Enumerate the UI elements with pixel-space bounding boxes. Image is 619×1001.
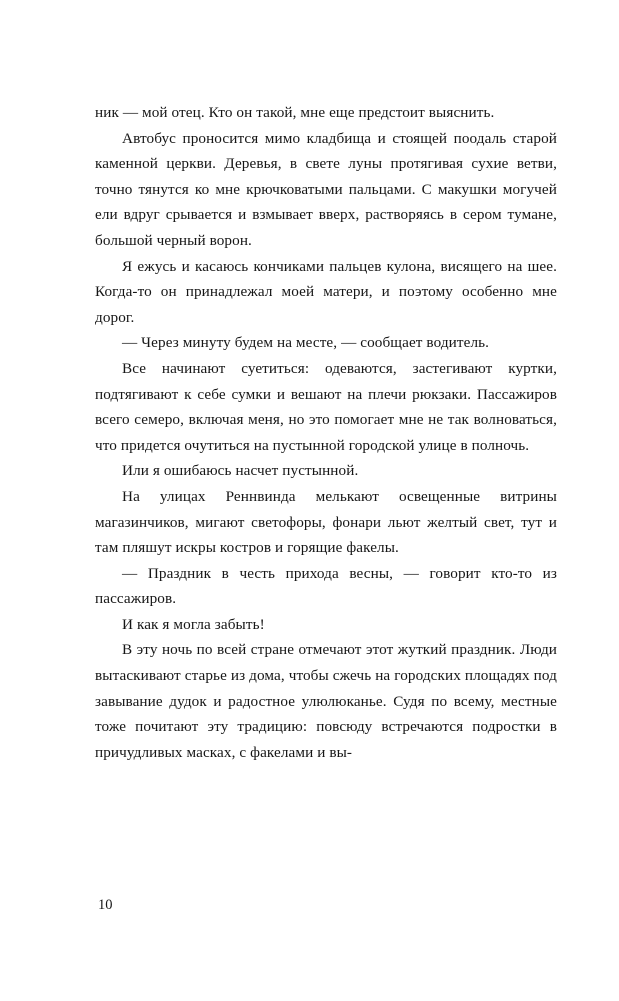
paragraph: ник — мой отец. Кто он такой, мне еще предстоит выяснить.	[95, 104, 495, 121]
page-body-text	[95, 100, 557, 765]
paragraph: На улицах Реннвинда мелькают освещенные витрины магазинчиков, мигают светофоры, фонари льют желтый свет, тут и там пляшут искры костров и горящие факелы.	[95, 487, 557, 557]
paragraph: И как я могла забыть!	[122, 615, 265, 633]
paragraph: Я ежусь и касаюсь кончиками пальцев кулона, висящего на шее. Когда-то он принадлежал моей матери, и поэтому особенно мне дорог.	[95, 257, 557, 326]
paragraph: Или я ошибаюсь насчет пустынной.	[122, 462, 359, 480]
paragraph: — Праздник в честь прихода весны, — говорит кто-то из пассажиров.	[95, 564, 557, 608]
page-number: 10	[98, 897, 113, 913]
paragraph: В эту ночь по всей стране отмечают этот жуткий праздник. Люди вытаскивают старье из дома, чтобы сжечь на городских площадях под завывание дудок и радостное улюлюканье. Судя по всему, местные тоже почитают эту традицию: повсюду встречаются подростки в причудливых масках, с факелами и вы-	[95, 641, 557, 761]
paragraph: — Через минуту будем на месте, — сообщает водитель.	[122, 334, 490, 352]
paragraph: Все начинают суетиться: одеваются, застегивают куртки, подтягивают к себе сумки и вешают на плечи рюкзаки. Пассажиров всего семеро, включая меня, но это помогает мне не так волноваться, что придется очутиться на пустынной городской улице в полночь.	[95, 359, 557, 454]
paragraph: Автобус проносится мимо кладбища и стоящей поодаль старой каменной церкви. Деревья, в свете луны протягивая сухие ветви, точно тянутся ко мне крючковатыми пальцами. С макушки могучей ели вдруг срывается и взмывает вверх, растворяясь в сером тумане, большой черный ворон.	[95, 129, 557, 249]
